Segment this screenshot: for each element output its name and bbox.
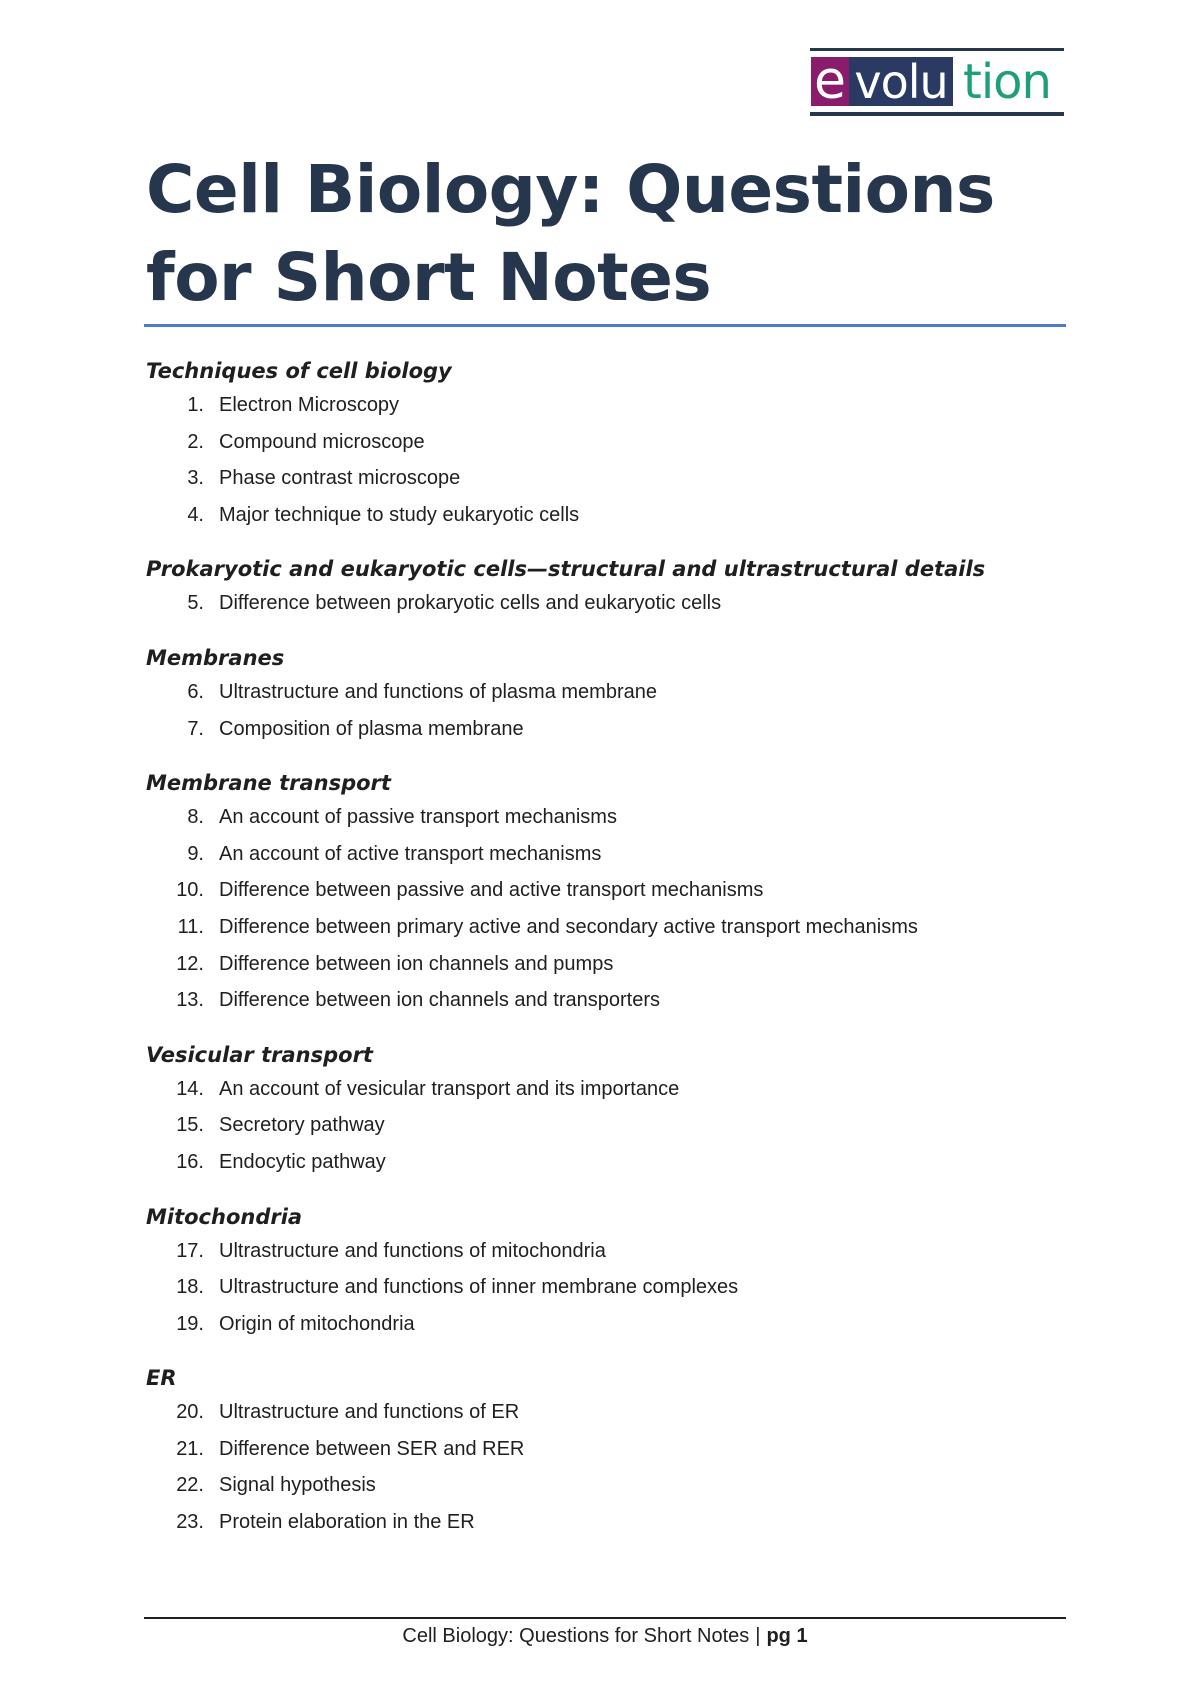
list-item-text: Endocytic pathway bbox=[219, 1150, 386, 1173]
list-item bbox=[146, 836, 1086, 873]
list-item bbox=[146, 1394, 1086, 1431]
list-item bbox=[146, 1269, 1086, 1306]
section-heading: Membrane transport bbox=[146, 771, 391, 796]
list-item bbox=[146, 585, 1086, 622]
list-item-number: 19. bbox=[176, 1312, 204, 1335]
list-item-text: Secretory pathway bbox=[219, 1114, 385, 1137]
section bbox=[146, 355, 1086, 533]
section-heading: Prokaryotic and eukaryotic cells—structural and ultrastructural details bbox=[146, 557, 986, 582]
list-item bbox=[146, 1431, 1086, 1468]
list-item bbox=[146, 387, 1086, 424]
list-item-number: 23. bbox=[176, 1511, 204, 1534]
list-item-number: 17. bbox=[176, 1239, 204, 1262]
list-item-text: Difference between prokaryotic cells and eukaryotic cells bbox=[219, 592, 722, 615]
list-item-text: Difference between passive and active transport mechanisms bbox=[219, 879, 764, 902]
list-item-number: 11. bbox=[177, 915, 204, 938]
list-item-text: Protein elaboration in the ER bbox=[219, 1511, 475, 1534]
section bbox=[146, 1039, 1086, 1181]
section bbox=[146, 642, 1086, 747]
list-item-number: 2. bbox=[187, 430, 204, 453]
list-item-number: 20. bbox=[176, 1401, 204, 1424]
list-item bbox=[146, 497, 1086, 534]
list-item-number: 4. bbox=[187, 503, 204, 526]
list-item-text: Difference between ion channels and transporters bbox=[219, 989, 661, 1012]
section-heading: Techniques of cell biology bbox=[146, 359, 452, 383]
list-item bbox=[146, 946, 1086, 983]
list-item bbox=[146, 1071, 1086, 1108]
list-item-text: Ultrastructure and functions of mitochondria bbox=[219, 1239, 606, 1262]
list-item bbox=[146, 674, 1086, 711]
section bbox=[146, 1201, 1086, 1343]
question-list bbox=[146, 355, 1086, 1561]
section-heading: ER bbox=[146, 1366, 177, 1391]
list-item bbox=[146, 982, 1086, 1019]
list-item-number: 13. bbox=[176, 989, 204, 1012]
list-item bbox=[146, 909, 1086, 946]
list-item-text: Signal hypothesis bbox=[219, 1474, 376, 1497]
evolution-logo bbox=[810, 48, 1064, 119]
list-item-text: Ultrastructure and functions of plasma membrane bbox=[219, 680, 657, 703]
list-item-number: 6. bbox=[187, 680, 204, 703]
list-item-number: 1. bbox=[187, 394, 204, 416]
section bbox=[146, 1362, 1086, 1540]
list-item bbox=[146, 872, 1086, 909]
section-heading: Mitochondria bbox=[146, 1204, 303, 1229]
list-item-number: 10. bbox=[176, 879, 204, 902]
svg-text:tion: tion bbox=[963, 54, 1051, 110]
list-item-number: 7. bbox=[187, 717, 204, 740]
list-item-text: Difference between SER and RER bbox=[219, 1437, 525, 1460]
section-heading: Membranes bbox=[146, 645, 285, 670]
footer-title: Cell Biology: Questions for Short Notes bbox=[402, 1625, 750, 1647]
svg-text:e: e bbox=[814, 51, 846, 111]
list-item-text: Major technique to study eukaryotic cells bbox=[219, 503, 580, 526]
list-item-number: 14. bbox=[176, 1077, 204, 1100]
list-item-text: Electron Microscopy bbox=[219, 394, 400, 416]
footer-separator: | bbox=[755, 1625, 761, 1647]
page-footer bbox=[144, 1622, 1066, 1650]
list-item-text: Origin of mitochondria bbox=[219, 1312, 415, 1335]
list-item-text: Ultrastructure and functions of ER bbox=[219, 1401, 520, 1424]
list-item-number: 8. bbox=[187, 806, 204, 829]
list-item-number: 22. bbox=[176, 1474, 204, 1497]
list-item-text: Difference between ion channels and pumps bbox=[219, 952, 614, 975]
list-item-text: Compound microscope bbox=[219, 430, 425, 453]
list-item-number: 12. bbox=[176, 952, 204, 975]
section-heading: Vesicular transport bbox=[146, 1042, 373, 1067]
page-number: pg 1 bbox=[766, 1625, 808, 1647]
list-item-number: 5. bbox=[187, 592, 204, 615]
list-item-text: An account of passive transport mechanisms bbox=[219, 806, 617, 829]
list-item-text: Composition of plasma membrane bbox=[219, 717, 524, 740]
list-item-number: 9. bbox=[187, 842, 204, 865]
list-item bbox=[146, 1306, 1086, 1343]
list-item bbox=[146, 799, 1086, 836]
list-item bbox=[146, 424, 1086, 461]
list-item-number: 15. bbox=[176, 1114, 204, 1137]
list-item bbox=[146, 1504, 1086, 1541]
list-item-number: 16. bbox=[176, 1150, 204, 1173]
svg-text:volu: volu bbox=[854, 55, 948, 109]
list-item-number: 3. bbox=[187, 467, 204, 490]
footer-divider bbox=[144, 1617, 1066, 1619]
list-item bbox=[146, 1144, 1086, 1181]
list-item-text: An account of vesicular transport and its importance bbox=[219, 1077, 680, 1100]
evolution-logo-graphic bbox=[810, 48, 1064, 119]
list-item bbox=[146, 1107, 1086, 1144]
list-item bbox=[146, 1467, 1086, 1504]
list-item bbox=[146, 711, 1086, 748]
list-item-text: Phase contrast microscope bbox=[219, 467, 461, 490]
list-item-text: Ultrastructure and functions of inner membrane complexes bbox=[219, 1276, 739, 1299]
list-item-text: An account of active transport mechanisms bbox=[219, 842, 602, 865]
list-item bbox=[146, 1233, 1086, 1270]
section bbox=[146, 767, 1086, 1019]
list-item-number: 18. bbox=[176, 1276, 204, 1299]
page-title: Cell Biology: Questions for Short Notes bbox=[146, 151, 995, 316]
list-item bbox=[146, 460, 1086, 497]
list-item-text: Difference between primary active and secondary active transport mechanisms bbox=[219, 915, 918, 938]
title-divider bbox=[144, 324, 1066, 327]
section bbox=[146, 553, 1086, 622]
list-item-number: 21. bbox=[176, 1437, 204, 1460]
